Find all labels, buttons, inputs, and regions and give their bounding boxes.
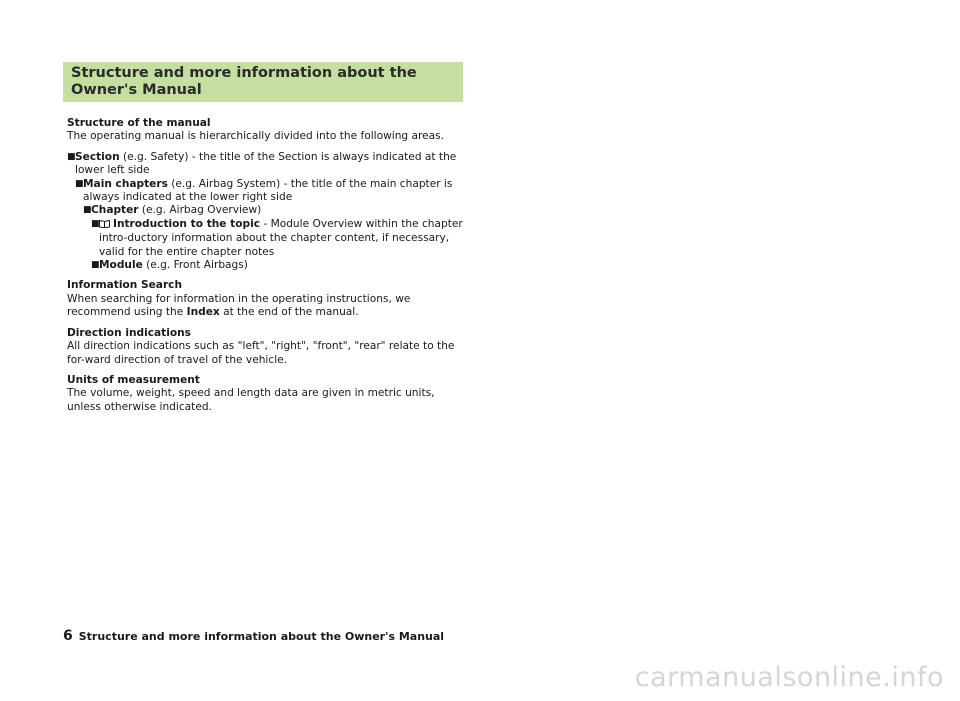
list-item-chapter [67,204,467,217]
units-heading: Units of measurement [67,373,200,386]
page-footer [63,628,444,644]
list-item-module [67,259,467,272]
book-icon [99,219,110,232]
title-band [63,62,463,102]
bullet-icon: ■ [91,218,100,229]
item-term: Section [75,150,120,163]
direction-section [67,327,467,367]
list-item-section [67,151,467,178]
search-text-a: When searching for information in the operating instructions, we recommend using the [67,292,411,319]
item-term: Main chapters [83,177,168,190]
bullet-icon: ■ [83,205,92,216]
hierarchy-list [67,151,467,273]
search-heading: Information Search [67,279,182,292]
item-term: Module [99,259,143,272]
item-term: Chapter [91,204,139,217]
list-item-introduction [67,218,467,259]
main-content [67,117,467,421]
item-text: - Module Overview within the chapter intro-ductory information about the chapter content, if necessary, valid for the entire chapter notes [99,217,463,258]
item-text: (e.g. Safety) - the title of the Section is always indicated at the lower left side [75,150,457,177]
direction-heading: Direction indications [67,326,191,339]
bullet-icon: ■ [91,260,100,271]
search-section [67,279,467,319]
search-text-b: at the end of the manual. [219,306,359,319]
structure-section [67,117,467,144]
page-number: 6 [63,628,73,644]
page-title: Structure and more information about the Owner's Manual [71,65,417,98]
item-text: (e.g. Airbag Overview) [138,204,262,217]
index-term: Index [186,306,220,319]
units-text: The volume, weight, speed and length data are given in metric units, unless otherwise indicated. [67,387,435,413]
item-text: (e.g. Airbag System) - the title of the main chapter is always indicated at the lower right side [83,177,453,204]
watermark: carmanualsonline.info [634,662,944,693]
direction-text: All direction indications such as "left", "right", "front", "rear" relate to the for-ward direction of travel of the vehicle. [67,340,455,366]
list-item-main-chapters [67,178,467,205]
bullet-icon: ■ [75,178,84,189]
structure-intro: The operating manual is hierarchically divided into the following areas. [67,130,445,143]
bullet-icon: ■ [67,151,76,162]
item-text: (e.g. Front Airbags) [142,259,248,272]
structure-heading: Structure of the manual [67,117,211,129]
units-section [67,374,467,414]
item-term: Introduction to the topic [113,217,261,230]
search-text [67,293,467,320]
running-title: Structure and more information about the Owner's Manual [78,630,445,643]
